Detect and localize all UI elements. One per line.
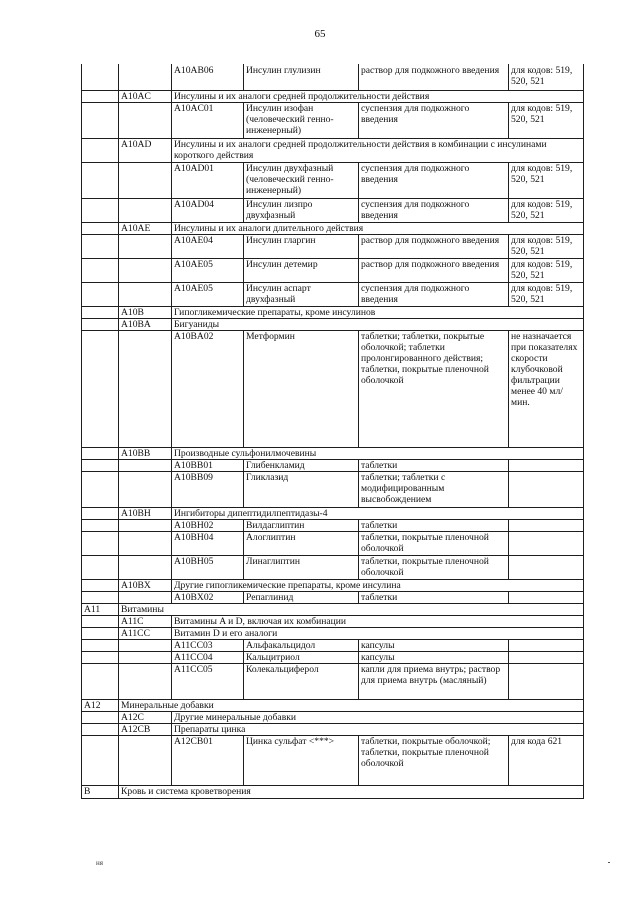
empty-cell [82,664,119,700]
medicines-table [81,64,584,799]
empty-cell [82,628,119,640]
footer-mark: ня [96,859,103,867]
drug-note: для кодов: 519, 520, 521 [509,283,584,307]
empty-cell [82,520,119,532]
drug-form: таблетки, покрытые оболочкой; таблетки, покрытые пленочной оболочкой [359,736,509,786]
table-row [82,103,584,139]
table-row [82,556,584,580]
drug-name: Кальцитриол [244,652,359,664]
empty-cell [119,640,172,652]
empty-cell [119,283,172,307]
drug-form: раствор для подкожного введения [359,65,509,91]
empty-cell [119,532,172,556]
drug-form: суспензия для подкожного введения [359,199,509,223]
section-code: A12 [82,700,119,712]
drug-code: A10AE05 [172,283,244,307]
group-row [82,712,584,724]
table-row [82,331,584,448]
empty-cell [82,616,119,628]
drug-name: Цинка сульфат <***> [244,736,359,786]
group-row [82,616,584,628]
empty-cell [82,223,119,235]
drug-note: для кодов: 519, 520, 521 [509,163,584,199]
group-row [82,628,584,640]
drug-note: для кода 621 [509,736,584,786]
group-title: Производные сульфонилмочевины [172,448,584,460]
drug-name: Глибенкламид [244,460,359,472]
empty-cell [119,65,172,91]
drug-code: A10BH02 [172,520,244,532]
group-code: A10B [119,307,172,319]
drug-note: не назначается при показателях скорости клубочковой фильтрации менее 40 мл/мин. [509,331,584,448]
drug-note [509,556,584,580]
drug-code: A10AE04 [172,235,244,259]
group-row [82,724,584,736]
group-code: A10BA [119,319,172,331]
table-row [82,640,584,652]
drug-form: капсулы [359,652,509,664]
section-row [82,700,584,712]
drug-note [509,652,584,664]
empty-cell [82,163,119,199]
drug-code: A10AD04 [172,199,244,223]
group-row [82,508,584,520]
group-title: Другие гипогликемические препараты, кроме инсулина [172,580,584,592]
drug-code: A10BB09 [172,472,244,508]
drug-form: суспензия для подкожного введения [359,103,509,139]
table-row [82,235,584,259]
empty-cell [82,508,119,520]
drug-form: таблетки, покрытые пленочной оболочкой [359,556,509,580]
section-title: Витамины [119,604,584,616]
drug-name: Инсулин лизпро двухфазный [244,199,359,223]
drug-form: таблетки [359,592,509,604]
empty-cell [82,592,119,604]
empty-cell [119,163,172,199]
drug-code: A11CC05 [172,664,244,700]
drug-name: Алоглиптин [244,532,359,556]
group-code: A10AC [119,91,172,103]
drug-name: Инсулин изофан (человеческий генно-инженерный) [244,103,359,139]
empty-cell [119,235,172,259]
drug-note: для кодов: 519, 520, 521 [509,235,584,259]
empty-cell [82,331,119,448]
table-row [82,199,584,223]
empty-cell [82,283,119,307]
empty-cell [119,199,172,223]
drug-code: A10BX02 [172,592,244,604]
group-title: Инсулины и их аналоги средней продолжительности действия в комбинации с инсулинами короткого действия [172,139,584,163]
group-code: A10BX [119,580,172,592]
drug-note [509,532,584,556]
empty-cell [82,139,119,163]
empty-cell [82,472,119,508]
group-row [82,580,584,592]
drug-note [509,664,584,700]
section-row [82,786,584,799]
drug-note [509,520,584,532]
drug-note: для кодов: 519, 520, 521 [509,199,584,223]
table-row [82,664,584,700]
drug-form: капсулы [359,640,509,652]
drug-code: A11CC03 [172,640,244,652]
drug-form: таблетки [359,520,509,532]
drug-name: Метформин [244,331,359,448]
empty-cell [119,520,172,532]
group-row [82,139,584,163]
drug-code: A12CB01 [172,736,244,786]
group-code: A10AE [119,223,172,235]
section-title: Кровь и система кроветворения [119,786,584,799]
group-title: Препараты цинка [172,724,584,736]
table-row [82,65,584,91]
group-row [82,91,584,103]
empty-cell [82,65,119,91]
group-title: Другие минеральные добавки [172,712,584,724]
drug-code: A10BB01 [172,460,244,472]
drug-note: для кодов: 519, 520, 521 [509,259,584,283]
group-row [82,448,584,460]
section-title: Минеральные добавки [119,700,584,712]
empty-cell [119,331,172,448]
section-code: B [82,786,119,799]
drug-name: Колекальциферол [244,664,359,700]
drug-name: Вилдаглиптин [244,520,359,532]
group-code: A10BH [119,508,172,520]
drug-name: Инсулин двухфазный (человеческий генно-инженерный) [244,163,359,199]
empty-cell [82,103,119,139]
group-row [82,319,584,331]
drug-note [509,460,584,472]
empty-cell [119,460,172,472]
empty-cell [82,532,119,556]
drug-note [509,472,584,508]
empty-cell [119,652,172,664]
table-row [82,283,584,307]
empty-cell [82,235,119,259]
table-row [82,592,584,604]
empty-cell [119,103,172,139]
empty-cell [82,460,119,472]
drug-code: A10BH04 [172,532,244,556]
table-row [82,652,584,664]
group-title: Бигуаниды [172,319,584,331]
empty-cell [82,319,119,331]
drug-form: таблетки; таблетки с модифицированным высвобождением [359,472,509,508]
drug-form: раствор для подкожного введения [359,235,509,259]
drug-code: A10BA02 [172,331,244,448]
drug-name: Репаглинид [244,592,359,604]
drug-code: A10AB06 [172,65,244,91]
group-row [82,223,584,235]
group-code: A12CB [119,724,172,736]
table-row [82,460,584,472]
drug-note [509,640,584,652]
group-code: A10BB [119,448,172,460]
empty-cell [82,640,119,652]
section-row [82,604,584,616]
drug-note: для кодов: 519, 520, 521 [509,65,584,91]
drug-name: Альфакальцидол [244,640,359,652]
empty-cell [119,472,172,508]
empty-cell [82,91,119,103]
drug-form: капли для приема внутрь; раствор для приема внутрь (масляный) [359,664,509,700]
group-title: Витамин D и его аналоги [172,628,584,640]
empty-cell [82,724,119,736]
table-row [82,532,584,556]
group-code: A12C [119,712,172,724]
drug-code: A10AD01 [172,163,244,199]
drug-form: таблетки [359,460,509,472]
group-code: A10AD [119,139,172,163]
group-title: Ингибиторы дипептидилпептидазы-4 [172,508,584,520]
page-number: 65 [314,28,326,40]
empty-cell [82,259,119,283]
drug-note [509,592,584,604]
table-row [82,520,584,532]
drug-form: суспензия для подкожного введения [359,283,509,307]
drug-name: Инсулин аспарт двухфазный [244,283,359,307]
drug-name: Инсулин детемир [244,259,359,283]
group-title: Инсулины и их аналоги средней продолжительности действия [172,91,584,103]
scan-dot [608,862,610,863]
section-code: A11 [82,604,119,616]
table-row [82,472,584,508]
empty-cell [82,556,119,580]
drug-code: A11CC04 [172,652,244,664]
drug-code: A10AE05 [172,259,244,283]
empty-cell [82,652,119,664]
drug-form: суспензия для подкожного введения [359,163,509,199]
drug-form: таблетки, покрытые пленочной оболочкой [359,532,509,556]
table-row [82,736,584,786]
empty-cell [82,448,119,460]
group-title: Витамины A и D, включая их комбинации [172,616,584,628]
empty-cell [119,664,172,700]
drug-name: Инсулин гларгин [244,235,359,259]
group-code: A11C [119,616,172,628]
table-row [82,163,584,199]
drug-form: раствор для подкожного введения [359,259,509,283]
drug-name: Линаглиптин [244,556,359,580]
drug-code: A10AC01 [172,103,244,139]
empty-cell [119,556,172,580]
empty-cell [82,580,119,592]
group-title: Гипогликемические препараты, кроме инсулинов [172,307,584,319]
table-row [82,259,584,283]
drug-note: для кодов: 519, 520, 521 [509,103,584,139]
empty-cell [82,736,119,786]
drug-name: Гликлазид [244,472,359,508]
empty-cell [82,307,119,319]
group-row [82,307,584,319]
group-title: Инсулины и их аналоги длительного действия [172,223,584,235]
empty-cell [119,259,172,283]
drug-form: таблетки; таблетки, покрытые оболочкой; таблетки пролонгированного действия; таблетки, покрытые пленочной оболочкой [359,331,509,448]
group-code: A11CC [119,628,172,640]
empty-cell [82,199,119,223]
drug-code: A10BH05 [172,556,244,580]
drug-name: Инсулин глулизин [244,65,359,91]
empty-cell [119,592,172,604]
empty-cell [82,712,119,724]
empty-cell [119,736,172,786]
